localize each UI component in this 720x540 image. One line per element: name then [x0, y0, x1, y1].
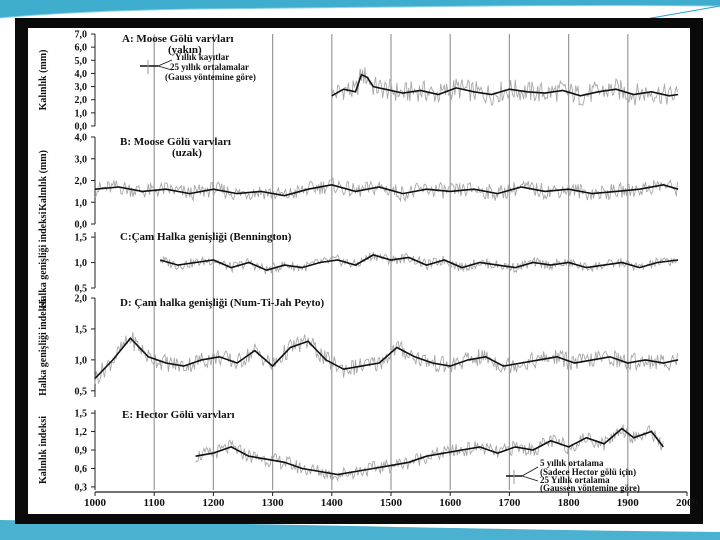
y-tick-label: 0,0 [74, 121, 87, 133]
y-axis-label: Halka genişliği indeksi [38, 211, 49, 309]
y-tick-label: 0,3 [74, 482, 87, 494]
legend-entry: 25 Yıllık ortalama [540, 475, 610, 485]
y-tick-label: 4,0 [74, 68, 87, 80]
y-tick-label: 0,5 [74, 283, 87, 295]
panel-title: E: Hector Gölü varvları [122, 409, 235, 421]
y-axis-label: Kalınlık (mm) [38, 49, 49, 111]
y-tick-label: 3,0 [74, 154, 87, 166]
y-axis-label: Kalınlık indeksi [38, 415, 49, 485]
x-tick-label: 1100 [143, 497, 165, 509]
y-tick-label: 1,5 [74, 324, 87, 336]
legend-entry: Yıllık kayıtlar [175, 52, 230, 62]
legend-entry: (Gauss yöntemine göre) [165, 72, 256, 82]
y-tick-label: 7,0 [74, 29, 87, 41]
y-axis-label: Kalınlık (mm) [38, 150, 49, 211]
y-tick-label: 3,0 [74, 82, 87, 94]
x-tick-label: 1200 [202, 497, 225, 509]
y-tick-label: 0,9 [74, 445, 87, 457]
panel-title: B: Moose Gölü varvları [120, 136, 231, 148]
panel-title: D: Çam halka genişliği (Num-Ti-Jah Peyto) [120, 297, 325, 309]
y-tick-label: 1,5 [74, 408, 87, 420]
y-tick-label: 5,0 [74, 55, 87, 67]
legend-entry: 25 yıllık ortalamalar [170, 62, 249, 72]
y-tick-label: 1,0 [74, 258, 87, 270]
y-tick-label: 2,0 [74, 95, 87, 107]
panel-subtitle: (uzak) [172, 147, 202, 159]
y-tick-label: 1,0 [74, 197, 87, 209]
y-tick-label: 6,0 [74, 42, 87, 54]
y-axis-label: Halka genişliği indeksi [38, 299, 49, 396]
y-tick-label: 2,0 [74, 176, 87, 187]
y-tick-label: 1,2 [74, 427, 87, 439]
legend-entry: 5 yıllık ortalama [540, 458, 604, 468]
x-tick-label: 1000 [84, 497, 106, 509]
y-tick-label: 1,0 [74, 108, 87, 120]
y-tick-label: 2,0 [74, 293, 87, 305]
x-tick-label: 1500 [380, 497, 402, 509]
y-tick-label: 0,0 [74, 219, 87, 231]
x-tick-label: 1800 [557, 497, 580, 509]
panel-subtitle: (yakın) [168, 44, 202, 56]
y-tick-label: 0,5 [74, 386, 87, 398]
x-tick-label: 1700 [498, 497, 521, 509]
panel-title: A: Moose Gölü varvları [122, 33, 234, 45]
y-tick-label: 4,0 [74, 132, 87, 144]
x-tick-label: 1400 [320, 497, 343, 509]
legend-entry: (Sadece Hector gölü için) [540, 467, 637, 477]
legend-entry: (Gaussen yöntemine göre) [540, 483, 640, 493]
x-tick-label: 1900 [616, 497, 639, 509]
x-tick-label: 1300 [261, 497, 284, 509]
y-tick-label: 1,0 [74, 355, 87, 367]
y-tick-label: 0,6 [74, 463, 87, 475]
x-tick-label: 2000 [676, 497, 698, 509]
y-tick-label: 1,5 [74, 232, 87, 244]
x-tick-label: 1600 [439, 497, 462, 509]
panel-title: C:Çam Halka genişliği (Bennington) [120, 231, 292, 243]
